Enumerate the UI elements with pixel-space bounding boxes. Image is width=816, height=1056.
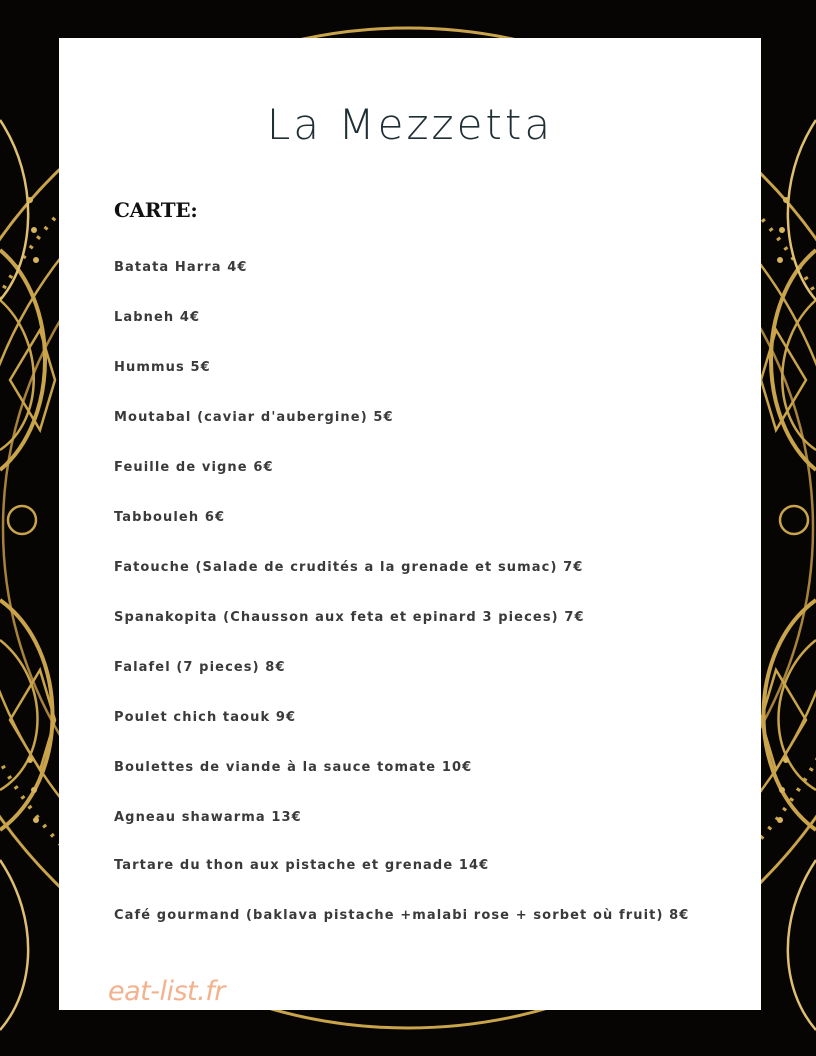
menu-item: Tabbouleh 6€ [114,510,226,525]
menu-item: Agneau shawarma 13€ [114,810,302,825]
section-heading: CARTE: [114,198,198,222]
menu-item: Boulettes de viande à la sauce tomate 10€ [114,760,473,775]
menu-card [59,38,761,1010]
menu-item: Falafel (7 pieces) 8€ [114,660,286,675]
menu-item: Batata Harra 4€ [114,260,248,275]
menu-item: Tartare du thon aux pistache et grenade 14€ [114,858,490,873]
menu-item: Spanakopita (Chausson aux feta et epinard 3 pieces) 7€ [114,610,585,625]
menu-item: Fatouche (Salade de crudités a la grenade et sumac) 7€ [114,560,584,575]
restaurant-name: La Mezzetta [266,100,554,149]
menu-item: Labneh 4€ [114,310,201,325]
menu-item: Poulet chich taouk 9€ [114,710,297,725]
menu-item: Feuille de vigne 6€ [114,460,274,475]
watermark: eat-list.fr [108,976,225,1007]
menu-item: Café gourmand (baklava pistache +malabi rose + sorbet où fruit) 8€ [114,908,690,923]
menu-item: Hummus 5€ [114,360,211,375]
menu-item: Moutabal (caviar d'aubergine) 5€ [114,410,394,425]
